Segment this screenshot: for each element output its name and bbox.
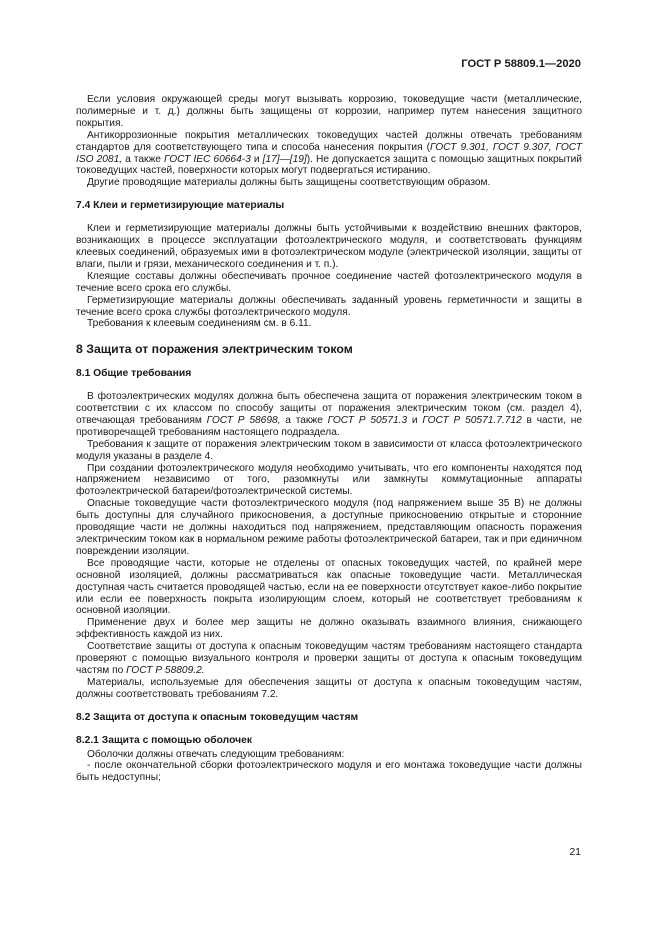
paragraph — [76, 641, 582, 677]
standard-reference: ГОСТ IEC 60664-3 — [164, 153, 251, 165]
standard-reference: ГОСТ Р 50571.7.712 — [422, 414, 522, 426]
text-run: а также — [280, 414, 328, 426]
paragraph: Требования к клеевым соединениям см. в 6.11. — [87, 318, 312, 330]
paragraph: Все проводящие части, которые не отделены от опасных токоведущих частей, по крайней мере основной изоляцией, должны рассматриваться как опасные токоведущие части. Металлическая доступная часть считается проводящей частью, если на ее поверхности отсутствует какое-либо покрытие или если ее поверхность покрыта изолирующим слоем, который не соответствует требованиям к основной изоляции. — [76, 557, 582, 617]
standard-reference: ГОСТ Р 50571.3 — [327, 414, 408, 426]
paragraph: Другие проводящие материалы должны быть защищены соответствующим образом. — [87, 177, 491, 189]
paragraph — [76, 391, 582, 439]
paragraph: При создании фотоэлектрического модуля необходимо учитывать, что его компоненты находятся под напряжением независимо от того, разомкнуты или замкнуты коммутационные аппараты фотоэлектрической батареи/фотоэлектрической системы. — [76, 462, 582, 498]
page-content — [76, 94, 582, 784]
section-heading-8-2-1: 8.2.1 Защита с помощью оболочек — [76, 734, 252, 746]
paragraph: Опасные токоведущие части фотоэлектрического модуля (под напряжением выше 35 В) не должны быть доступны для случайного прикосновения, а доступные прикосновению открытые и сторонние проводящие части не должны находиться под напряжением, представляющим опасность поражения электрическим током как в нормальном режиме работы фотоэлектрической батареи, так и при единичном повреждении изоляции. — [76, 498, 582, 557]
text-run: в части, не противоречащей требованиям настоящего подраздела. — [76, 414, 583, 438]
paragraph — [76, 130, 582, 178]
section-heading-8-2: 8.2 Защита от доступа к опасным токоведущим частям — [76, 711, 359, 723]
standard-reference: ГОСТ Р 58809.2. — [126, 664, 205, 676]
text-run: ). Не допускается защита с помощью защитных покрытий токоведущих частей, поверхности которых могут подвергаться истиранию. — [76, 153, 582, 177]
list-item: - после окончательной сборки фотоэлектрического модуля и его монтажа токоведущие части должны быть недоступны; — [76, 760, 582, 784]
text-run: и — [407, 414, 423, 426]
text-run: Соответствие защиты от доступа к опасным токоведущим частям требованиям настоящего стандарта проверяют с помощью визуального контроля и проверки защиты от доступа к опасным токоведущим частям по — [76, 641, 582, 676]
paragraph: Оболочки должны отвечать следующим требованиям: — [87, 748, 345, 760]
paragraph: Герметизирующие материалы должны обеспечивать заданный уровень герметичности и защиты в течение всего срока службы фотоэлектрического модуля. — [76, 294, 582, 318]
text-run: Антикоррозионные покрытия металлических токоведущих частей должны отвечать требованиям стандартов для соответствующего типа и способа нанесения покрытия ( — [76, 129, 582, 153]
text-run: а также — [122, 153, 165, 165]
text-run: и — [250, 153, 263, 165]
standard-reference: ГОСТ 9.301, ГОСТ 9.307, ГОСТ ISO 2081, — [76, 141, 582, 165]
document-id-header: ГОСТ Р 58809.1—2020 — [461, 58, 581, 70]
page-number: 21 — [569, 846, 581, 858]
section-heading-8: 8 Защита от поражения электрическим током — [76, 342, 353, 357]
bibliography-reference: [17]—[19] — [262, 153, 307, 165]
paragraph: Применение двух и более мер защиты не должно оказывать взаимного влияния, снижающего эффективность каждой из них. — [76, 617, 582, 641]
section-heading-8-1: 8.1 Общие требования — [76, 368, 192, 380]
paragraph: Если условия окружающей среды могут вызывать коррозию, токоведущие части (металлические, полимерные и т. д.) должны быть защищены от коррозии, например путем нанесения защитного покрытия. — [76, 94, 582, 129]
paragraph: Клеящие составы должны обеспечивать прочное соединение частей фотоэлектрического модуля в течение всего срока его службы. — [76, 270, 582, 294]
text-run: В фотоэлектрических модулях должна быть обеспечена защита от поражения электрическим током в соответствии с их классом по способу защиты от поражения электрическим током (см. раздел 4), отвечающая требованиям — [76, 391, 582, 426]
paragraph: Требования к защите от поражения электрическим током в зависимости от класса фотоэлектрического модуля указаны в разделе 4. — [76, 438, 582, 462]
paragraph: Материалы, используемые для обеспечения защиты от доступа к опасным токоведущим частям, должны соответствовать требованиям 7.2. — [76, 676, 582, 700]
paragraph: Клеи и герметизирующие материалы должны быть устойчивыми к воздействию внешних факторов, возникающих в процессе эксплуатации фотоэлектрического модуля, и соответствовать функциям клеевых соединений, образуемых ими в фотоэлектрическом модуле (электрической изоляции, защиты от влаги, пыли и грязи, механического соединения и т. п.). — [76, 223, 582, 270]
standard-reference: ГОСТ Р 58698, — [206, 414, 281, 426]
section-heading-7-4: 7.4 Клеи и герметизирующие материалы — [76, 200, 285, 212]
